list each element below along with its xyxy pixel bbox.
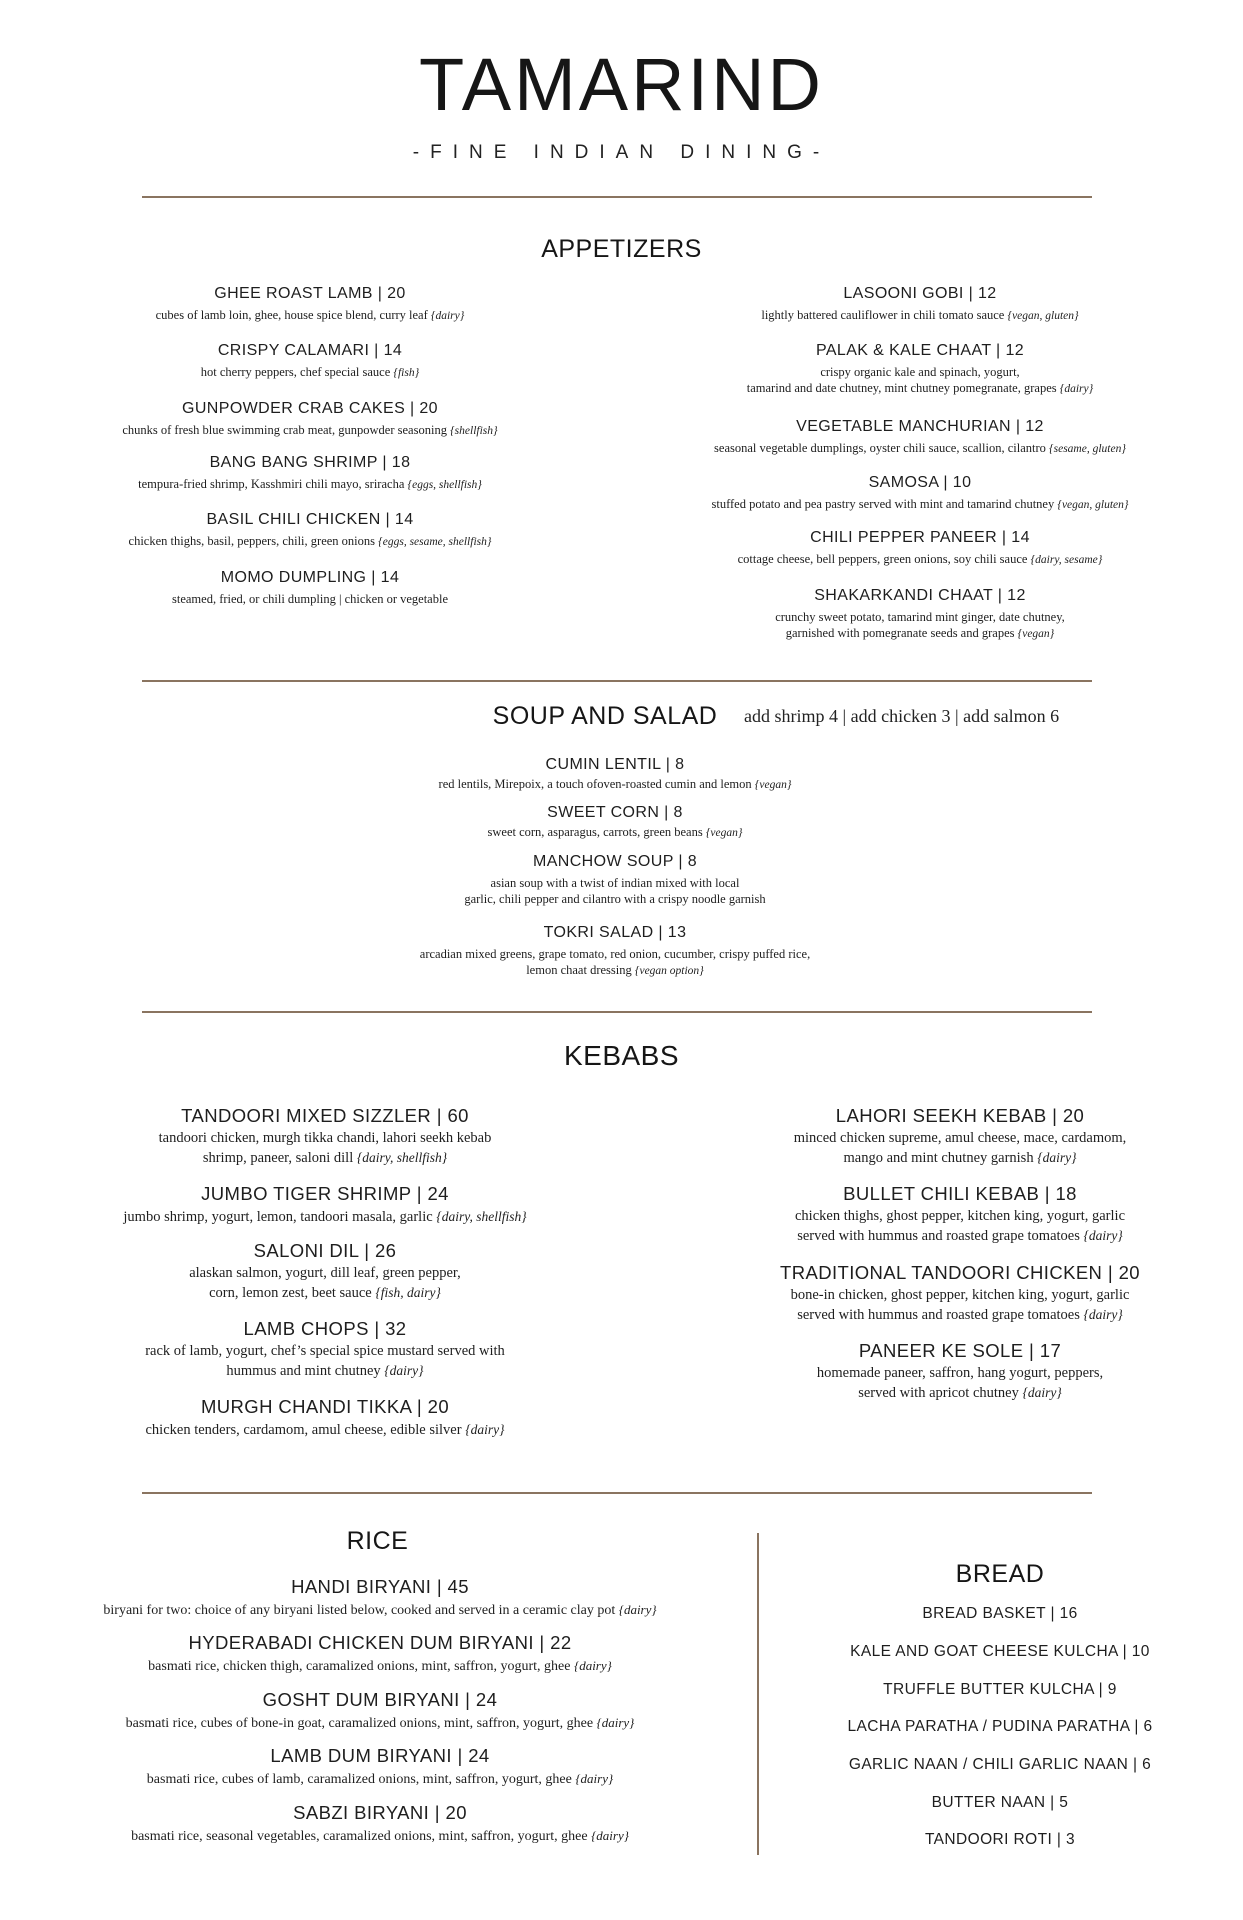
menu-item xyxy=(60,1239,590,1303)
menu-item xyxy=(720,1261,1200,1325)
dietary-tag: {dairy} xyxy=(430,310,465,322)
dietary-tag: {dairy} xyxy=(1059,383,1094,395)
dietary-tag: {dairy} xyxy=(574,1658,612,1673)
menu-item xyxy=(60,1182,590,1227)
menu-item xyxy=(30,1688,730,1733)
menu-item xyxy=(40,568,580,608)
item-name: JUMBO TIGER SHRIMP | 24 xyxy=(201,1183,449,1204)
item-description: cubes of lamb loin, ghee, house spice blend, curry leaf {dairy} xyxy=(155,308,465,322)
item-name: GOSHT DUM BIRYANI | 24 xyxy=(262,1689,498,1710)
item-name: MURGH CHANDI TIKKA | 20 xyxy=(200,1396,450,1417)
item-description: sweet corn, asparagus, carrots, green beans {vegan} xyxy=(487,825,743,839)
item-name: SWEET CORN | 8 xyxy=(547,804,683,821)
menu-item xyxy=(40,399,580,439)
dietary-tag: {eggs, sesame, shellfish} xyxy=(378,536,492,548)
menu-item xyxy=(720,1104,1200,1168)
item-description: tandoori chicken, murgh tikka chandi, lahori seekh kebab shrimp, paneer, saloni dill {dairy, shellfish} xyxy=(158,1130,492,1166)
divider xyxy=(142,1011,1092,1013)
menu-item xyxy=(660,586,1180,642)
item-description: asian soup with a twist of indian mixed with local garlic, chili pepper and cilantro with a crispy noodle garnish xyxy=(464,876,766,906)
dietary-tag: {dairy} xyxy=(1022,1385,1062,1400)
menu-item xyxy=(660,473,1180,513)
dietary-tag: {eggs, shellfish} xyxy=(407,479,482,491)
item-description: basmati rice, cubes of bone-in goat, caramalized onions, mint, saffron, yogurt, ghee {dairy} xyxy=(125,1715,635,1731)
section-title-kebabs: KEBABS xyxy=(563,1040,680,1071)
item-name: SALONI DIL | 26 xyxy=(253,1240,397,1261)
item-name: GUNPOWDER CRAB CAKES | 20 xyxy=(182,400,438,417)
item-name: HYDERABADI CHICKEN DUM BIRYANI | 22 xyxy=(188,1632,572,1653)
dietary-tag: {sesame, gluten} xyxy=(1049,443,1126,455)
item-name: MOMO DUMPLING | 14 xyxy=(220,569,400,586)
bread-item: BREAD BASKET | 16 xyxy=(922,1605,1078,1622)
menu-item xyxy=(60,1317,590,1381)
dietary-tag: {dairy} xyxy=(465,1422,505,1437)
divider xyxy=(142,196,1092,198)
menu-item xyxy=(300,803,930,841)
dietary-tag: {vegan, gluten} xyxy=(1057,499,1129,511)
menu-item xyxy=(300,852,930,908)
dietary-tag: {fish} xyxy=(393,367,420,379)
divider xyxy=(142,680,1092,682)
menu-item xyxy=(720,1182,1200,1246)
item-description: basmati rice, chicken thigh, caramalized onions, mint, saffron, yogurt, ghee {dairy} xyxy=(148,1658,612,1674)
item-name: PALAK & KALE CHAAT | 12 xyxy=(815,342,1025,359)
bread-item: GARLIC NAAN / CHILI GARLIC NAAN | 6 xyxy=(848,1756,1152,1773)
dietary-tag: {vegan option} xyxy=(634,965,704,977)
dietary-tag: {dairy} xyxy=(618,1602,657,1617)
divider xyxy=(142,1492,1092,1494)
menu-item xyxy=(660,284,1180,324)
item-name: CHILI PEPPER PANEER | 14 xyxy=(810,529,1030,546)
section-title-soup-and-salad: SOUP AND SALAD xyxy=(492,702,718,730)
item-name: BASIL CHILI CHICKEN | 14 xyxy=(206,511,414,528)
item-description: arcadian mixed greens, grape tomato, red onion, cucumber, crispy puffed rice, lemon chaat dressing {vegan option} xyxy=(419,947,811,977)
menu-item xyxy=(40,453,580,493)
item-description: minced chicken supreme, amul cheese, mace, cardamom, mango and mint chutney garnish {dairy} xyxy=(793,1130,1127,1166)
item-name: TANDOORI MIXED SIZZLER | 60 xyxy=(181,1105,469,1126)
column-divider xyxy=(757,1533,759,1855)
item-description: stuffed potato and pea pastry served with mint and tamarind chutney {vegan, gluten} xyxy=(711,497,1129,511)
item-description: chicken tenders, cardamom, amul cheese, edible silver {dairy} xyxy=(145,1422,505,1438)
dietary-tag: {dairy} xyxy=(591,1828,629,1843)
item-description: biryani for two: choice of any biryani listed below, cooked and served in a ceramic clay pot {dairy} xyxy=(103,1602,657,1618)
dietary-tag: {vegan} xyxy=(1017,628,1055,640)
item-name: BULLET CHILI KEBAB | 18 xyxy=(843,1183,1077,1204)
dietary-tag: {dairy} xyxy=(1083,1307,1123,1322)
item-description: chicken thighs, basil, peppers, chili, green onions {eggs, sesame, shellfish} xyxy=(128,534,492,548)
menu-item xyxy=(660,341,1180,397)
dietary-tag: {dairy, sesame} xyxy=(1030,554,1103,566)
item-name: TRADITIONAL TANDOORI CHICKEN | 20 xyxy=(780,1262,1140,1283)
menu-item xyxy=(660,528,1180,568)
dietary-tag: {dairy} xyxy=(596,1715,635,1730)
dietary-tag: {dairy} xyxy=(1037,1150,1077,1165)
dietary-tag: {shellfish} xyxy=(450,425,498,437)
bread-item: KALE AND GOAT CHEESE KULCHA | 10 xyxy=(850,1643,1150,1660)
item-description: tempura-fried shrimp, Kasshmiri chili mayo, sriracha {eggs, shellfish} xyxy=(138,477,482,491)
dietary-tag: {vegan} xyxy=(705,827,743,839)
bread-item: BUTTER NAAN | 5 xyxy=(931,1794,1069,1811)
dietary-tag: {dairy} xyxy=(575,1771,614,1786)
item-name: LAMB DUM BIRYANI | 24 xyxy=(270,1745,490,1766)
item-description: lightly battered cauliflower in chili tomato sauce {vegan, gluten} xyxy=(761,308,1079,322)
menu-item xyxy=(30,1575,730,1620)
menu-item xyxy=(60,1395,590,1440)
item-description: jumbo shrimp, yogurt, lemon, tandoori masala, garlic {dairy, shellfish} xyxy=(123,1209,527,1225)
item-description: red lentils, Mirepoix, a touch ofoven-roasted cumin and lemon {vegan} xyxy=(438,777,792,791)
section-title-bread: BREAD xyxy=(955,1560,1045,1588)
dietary-tag: {dairy, shellfish} xyxy=(436,1209,527,1224)
item-name: CRISPY CALAMARI | 14 xyxy=(217,342,403,359)
menu-item xyxy=(40,284,580,324)
dietary-tag: {dairy, shellfish} xyxy=(356,1150,448,1165)
dietary-tag: {dairy} xyxy=(384,1363,424,1378)
bread-item: LACHA PARATHA / PUDINA PARATHA | 6 xyxy=(847,1718,1153,1735)
menu-item xyxy=(300,923,930,979)
item-description: crunchy sweet potato, tamarind mint ginger, date chutney, garnished with pomegranate seeds and grapes {vegan} xyxy=(775,610,1065,640)
item-description: seasonal vegetable dumplings, oyster chili sauce, scallion, cilantro {sesame, gluten} xyxy=(714,441,1126,455)
item-name: BANG BANG SHRIMP | 18 xyxy=(209,454,411,471)
menu-item xyxy=(30,1631,730,1676)
item-name: LAHORI SEEKH KEBAB | 20 xyxy=(835,1105,1085,1126)
item-description: crispy organic kale and spinach, yogurt, tamarind and date chutney, mint chutney pomegranate, grapes {dairy} xyxy=(746,365,1094,395)
item-description: steamed, fried, or chili dumpling | chicken or vegetable xyxy=(171,592,449,606)
section-title-appetizers: APPETIZERS xyxy=(541,235,702,263)
item-description: basmati rice, seasonal vegetables, caramalized onions, mint, saffron, yogurt, ghee {dairy} xyxy=(131,1828,629,1844)
menu-item xyxy=(40,510,580,550)
dietary-tag: {dairy} xyxy=(1083,1228,1123,1243)
item-description: rack of lamb, yogurt, chef’s special spice mustard served with hummus and mint chutney {dairy} xyxy=(145,1343,505,1379)
item-description: basmati rice, cubes of lamb, caramalized onions, mint, saffron, yogurt, ghee {dairy} xyxy=(146,1771,614,1787)
item-name: HANDI BIRYANI | 45 xyxy=(291,1576,469,1597)
menu-item xyxy=(40,341,580,381)
item-name: LASOONI GOBI | 12 xyxy=(843,285,997,302)
menu-item xyxy=(30,1801,730,1846)
item-name: PANEER KE SOLE | 17 xyxy=(858,1340,1062,1361)
menu-item xyxy=(30,1744,730,1789)
item-description: chicken thighs, ghost pepper, kitchen king, yogurt, garlic served with hummus and roasted grape tomatoes {dairy} xyxy=(794,1208,1126,1244)
bread-item: TRUFFLE BUTTER KULCHA | 9 xyxy=(883,1681,1117,1698)
item-name: MANCHOW SOUP | 8 xyxy=(532,853,698,870)
item-name: CUMIN LENTIL | 8 xyxy=(545,756,685,773)
item-name: VEGETABLE MANCHURIAN | 12 xyxy=(796,418,1044,435)
section-title-rice: RICE xyxy=(346,1527,409,1555)
item-description: hot cherry peppers, chef special sauce {fish} xyxy=(200,365,420,379)
menu-item xyxy=(60,1104,590,1168)
item-description: homemade paneer, saffron, hang yogurt, peppers, served with apricot chutney {dairy} xyxy=(816,1365,1104,1401)
item-name: SHAKARKANDI CHAAT | 12 xyxy=(814,587,1026,604)
item-name: GHEE ROAST LAMB | 20 xyxy=(214,285,406,302)
item-name: TOKRI SALAD | 13 xyxy=(543,924,687,941)
dietary-tag: {vegan} xyxy=(754,779,792,791)
restaurant-tagline: -FINE INDIAN DINING- xyxy=(412,142,831,163)
item-name: SABZI BIRYANI | 20 xyxy=(293,1802,467,1823)
menu-item xyxy=(660,417,1180,457)
soup-addons: add shrimp 4 | add chicken 3 | add salmon 6 xyxy=(744,706,1060,726)
dietary-tag: {fish, dairy} xyxy=(375,1285,441,1300)
bread-item: TANDOORI ROTI | 3 xyxy=(924,1831,1076,1848)
item-description: chunks of fresh blue swimming crab meat, gunpowder seasoning {shellfish} xyxy=(122,423,498,437)
item-name: SAMOSA | 10 xyxy=(868,474,972,491)
menu-item xyxy=(720,1339,1200,1403)
item-name: LAMB CHOPS | 32 xyxy=(243,1318,407,1339)
item-description: bone-in chicken, ghost pepper, kitchen king, yogurt, garlic served with hummus and roasted grape tomatoes {dairy} xyxy=(790,1287,1130,1323)
menu-item xyxy=(300,755,930,793)
item-description: cottage cheese, bell peppers, green onions, soy chili sauce {dairy, sesame} xyxy=(737,552,1103,566)
item-description: alaskan salmon, yogurt, dill leaf, green pepper, corn, lemon zest, beet sauce {fish, dairy} xyxy=(189,1265,461,1301)
restaurant-name: TAMARIND xyxy=(419,43,824,126)
dietary-tag: {vegan, gluten} xyxy=(1007,310,1079,322)
